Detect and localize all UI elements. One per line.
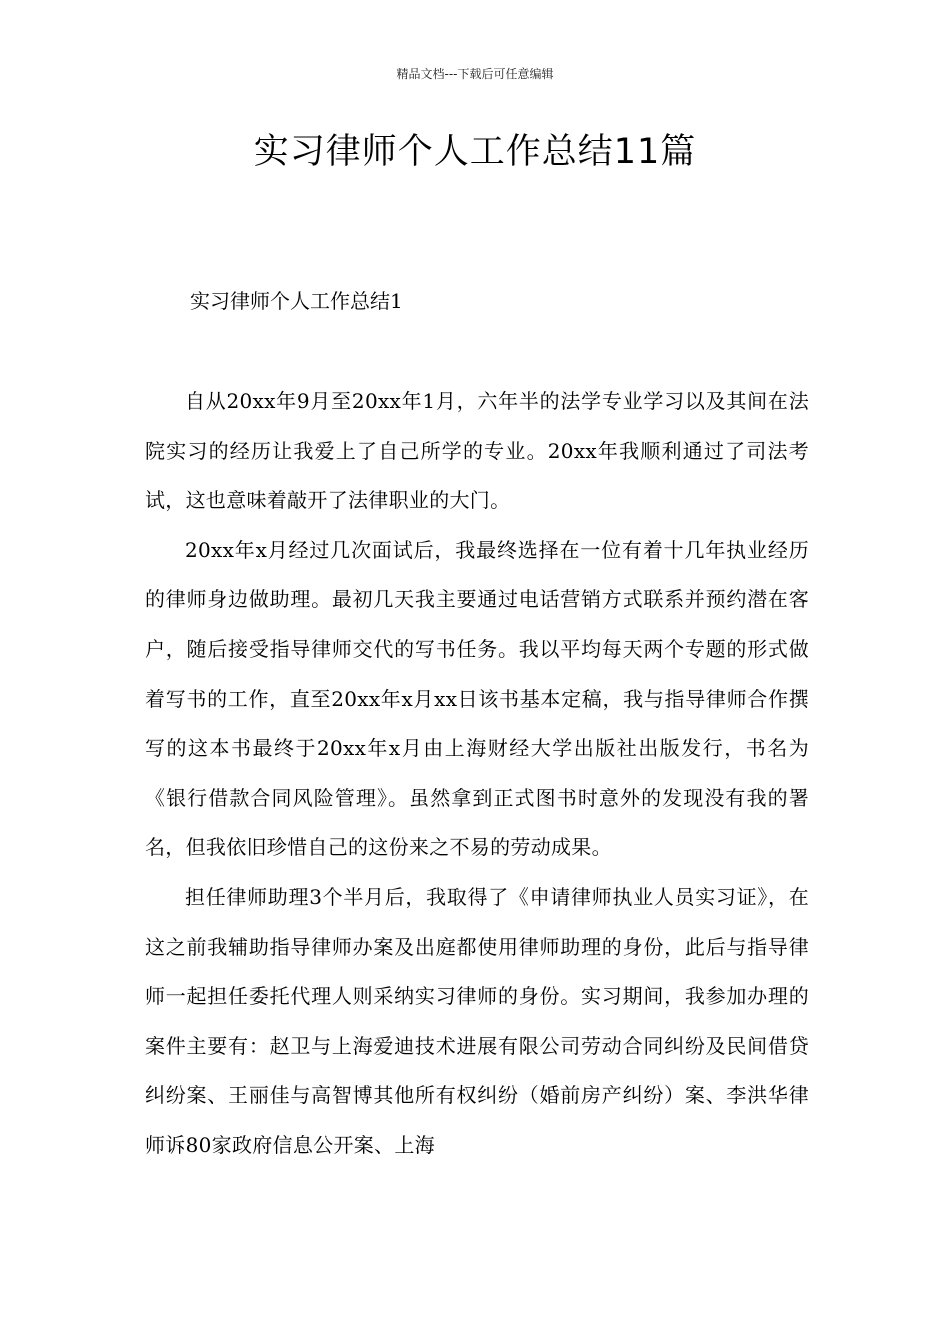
paragraph: 自从20xx年9月至20xx年1月，六年半的法学专业学习以及其间在法院实习的经历让我爱上了自己所学的专业。20xx年我顺利通过了司法考试，这也意味着敲开了法律职业的大门。: [145, 389, 809, 513]
paragraph: 担任律师助理3个半月后，我取得了《申请律师执业人员实习证》，在这之前我辅助指导律师办案及出庭都使用律师助理的身份，此后与指导律师一起担任委托代理人则采纳实习律师的身份。实习期间，我参加办理的案件主要有：赵卫与上海爱迪技术进展有限公司劳动合同纠纷及民间借贷纠纷案、王丽佳与高智博其他所有权纠纷（婚前房产纠纷）案、李洪华律师诉80家政府信息公开案、上海: [145, 884, 809, 1157]
paragraph: 20xx年x月经过几次面试后，我最终选择在一位有着十几年执业经历的律师身边做助理。最初几天我主要通过电话营销方式联系并预约潜在客户，随后接受指导律师交代的写书任务。我以平均每天两个专题的形式做着写书的工作，直至20xx年x月xx日该书基本定稿，我与指导律师合作撰写的这本书最终于20xx年x月由上海财经大学出版社出版发行，书名为《银行借款合同风险管理》。虽然拿到正式图书时意外的发现没有我的署名，但我依旧珍惜自己的这份来之不易的劳动成果。: [145, 537, 809, 860]
header-note: 精品文档---下载后可任意编辑: [396, 67, 554, 81]
document-body: [145, 377, 809, 1171]
section-heading: 实习律师个人工作总结1: [190, 289, 403, 313]
document-title: 实习律师个人工作总结11篇: [253, 132, 697, 172]
